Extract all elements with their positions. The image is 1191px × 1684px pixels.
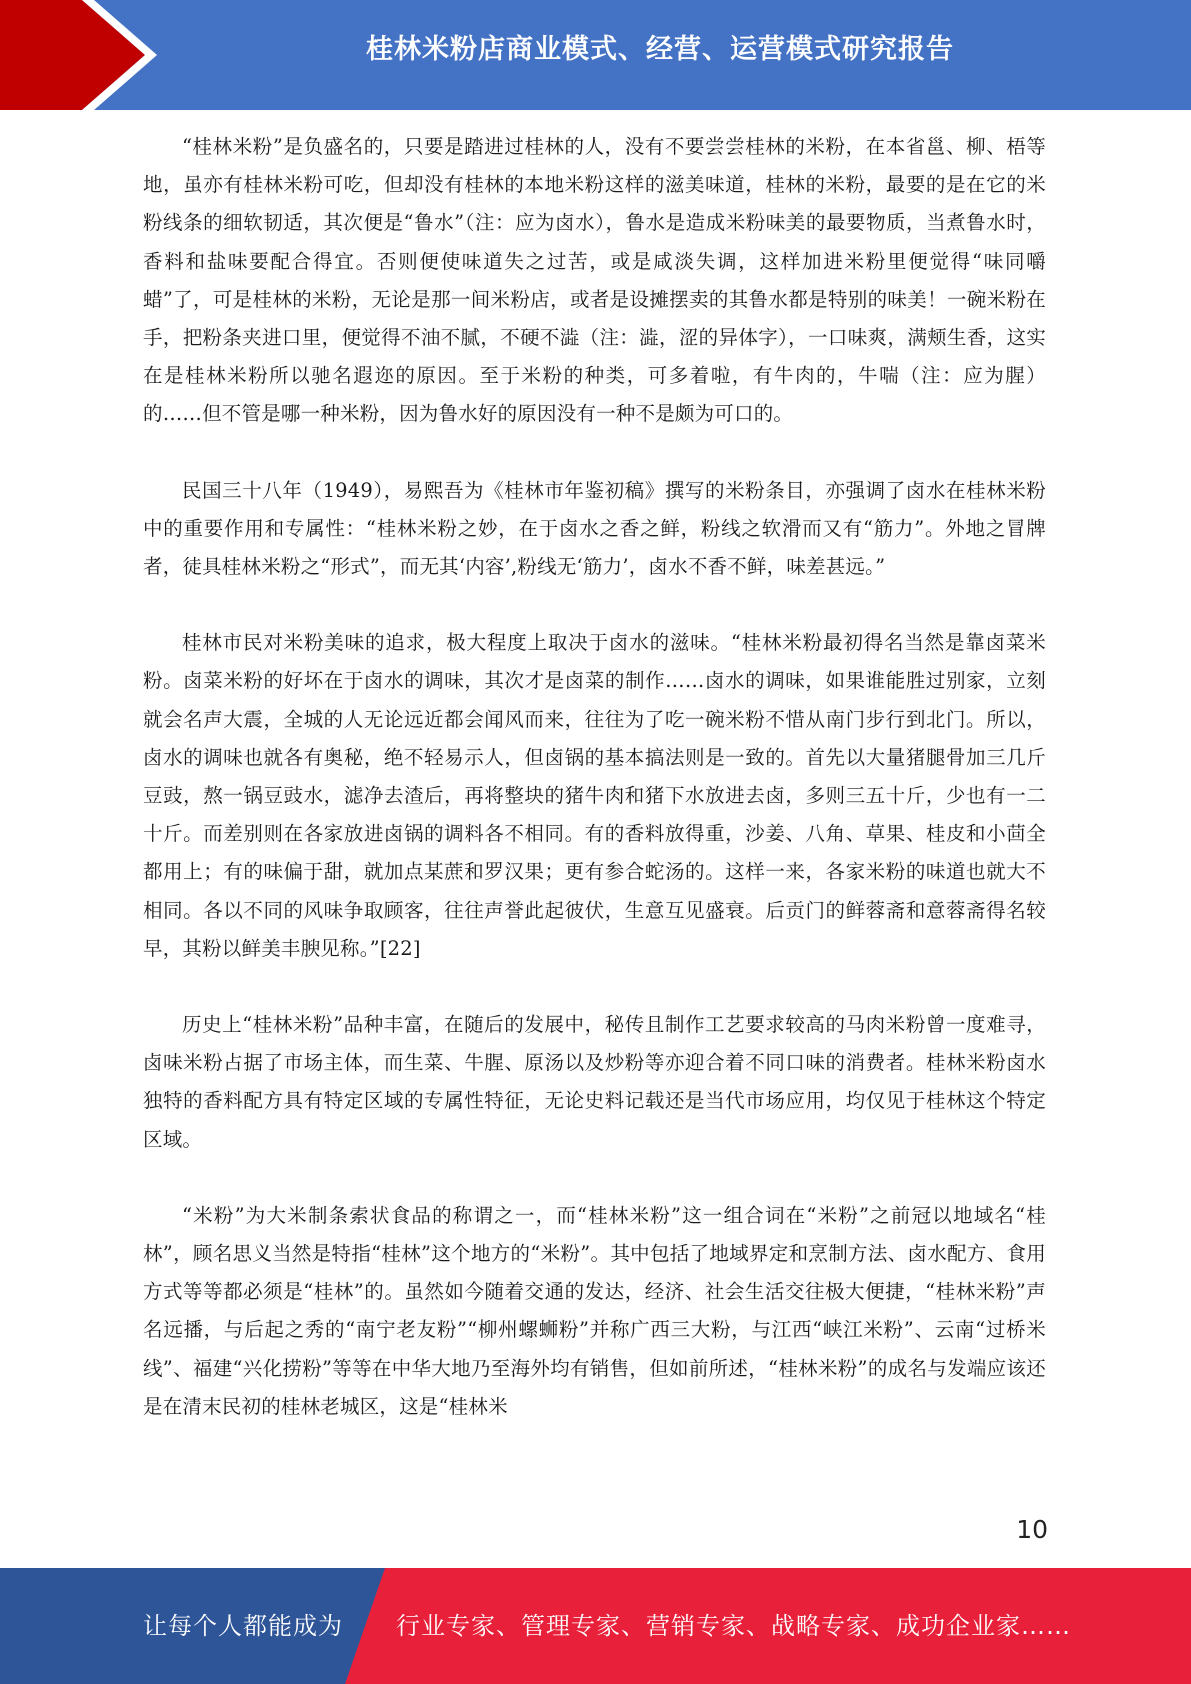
footer-slogan-right: 行业专家、管理专家、营销专家、战略专家、成功企业家…… [396, 1612, 1071, 1640]
report-title: 桂林米粉店商业模式、经营、运营模式研究报告 [366, 34, 954, 65]
paragraph: 民国三十八年（1949），易熙吾为《桂林市年鉴初稿》撰写的米粉条目，亦强调了卤水在桂林米粉中的重要作用和专属性：“桂林米粉之妙，在于卤水之香之鲜，粉线之软滑而又有“筋力”。外地之冒牌者，徒具桂林米粉之“形式”，而无其‘内容’,粉线无‘筋力’，卤水不香不鲜，味差甚远。” [143, 478, 1046, 579]
page-number: 10 [1016, 1515, 1048, 1544]
paragraph: “米粉”为大米制条索状食品的称谓之一，而“桂林米粉”这一组合词在“米粉”之前冠以地域名“桂林”，顾名思义当然是特指“桂林”这个地方的“米粉”。其中包括了地域界定和烹制方法、卤水配方、食用方式等等都必须是“桂林”的。虽然如今随着交通的发达，经济、社会生活交往极大便捷，“桂林米粉”声名远播，与后起之秀的“南宁老友粉”“柳州螺蛳粉”并称广西三大粉，与江西“峡江米粉”、云南“过桥米线”、福建“兴化捞粉”等等在中华大地乃至海外均有销售，但如前所述，“桂林米粉”的成名与发端应该还是在清末民初的桂林老城区，这是“桂林米 [143, 1203, 1046, 1418]
paragraph: “桂林米粉”是负盛名的，只要是踏进过桂林的人，没有不要尝尝桂林的米粉，在本省邕、柳、梧等地，虽亦有桂林米粉可吃，但却没有桂林的本地米粉这样的滋美味道，桂林的米粉，最要的是在它的米粉线条的细软韧适，其次便是“鲁水”（注：应为卤水），鲁水是造成米粉味美的最要物质，当煮鲁水时，香料和盐味要配合得宜。否则便使味道失之过苦，或是咸淡失调，这样加进米粉里便觉得“味同嚼蜡”了，可是桂林的米粉，无论是那一间米粉店，或者是设摊摆卖的其鲁水都是特别的味美！一碗米粉在手，把粉条夹进口里，便觉得不油不腻，不硬不澁（注：澁，涩的异体字），一口味爽，满颊生香，这实在是桂林米粉所以驰名遐迩的原因。至于米粉的种类，可多着啦，有牛肉的，牛喘（注：应为腥）的……但不管是哪一种米粉，因为鲁水好的原因没有一种不是颇为可口的。 [143, 135, 1046, 426]
header-chevron-decoration [0, 0, 160, 110]
page-header [0, 0, 1191, 110]
page-footer [0, 1568, 1191, 1684]
body-content [143, 128, 1046, 1464]
paragraph: 历史上“桂林米粉”品种丰富，在随后的发展中，秘传且制作工艺要求较高的马肉米粉曾一度难寻，卤味米粉占据了市场主体，而生菜、牛腥、原汤以及炒粉等亦迎合着不同口味的消费者。桂林米粉卤水独特的香料配方具有特定区域的专属性特征，无论史料记载还是当代市场应用，均仅见于桂林这个特定区域。 [143, 1013, 1046, 1151]
paragraph: 桂林市民对米粉美味的追求，极大程度上取决于卤水的滋味。“桂林米粉最初得名当然是靠卤菜米粉。卤菜米粉的好坏在于卤水的调味，其次才是卤菜的制作……卤水的调味，如果谁能胜过别家，立刻就会名声大震，全城的人无论远近都会闻风而来，往往为了吃一碗米粉不惜从南门步行到北门。所以，卤水的调味也就各有奥秘，绝不轻易示人，但卤锅的基本搞法则是一致的。首先以大量猪腿骨加三几斤豆豉，熬一锅豆豉水，滤净去渣后，再将整块的猪牛肉和猪下水放进去卤，多则三五十斤，少也有一二十斤。而差别则在各家放进卤锅的调料各不相同。有的香料放得重，沙姜、八角、草果、桂皮和小茴全都用上；有的味偏于甜，就加点某蔗和罗汉果；更有参合蛇汤的。这样一来，各家米粉的味道也就大不相同。各以不同的风味争取顾客，往往声誉此起彼伏，生意互见盛衰。后贡门的鲜蓉斋和意蓉斋得名较早，其粉以鲜美丰腴见称。”[22] [143, 631, 1046, 960]
footer-slogan-left: 让每个人都能成为 [143, 1612, 343, 1640]
